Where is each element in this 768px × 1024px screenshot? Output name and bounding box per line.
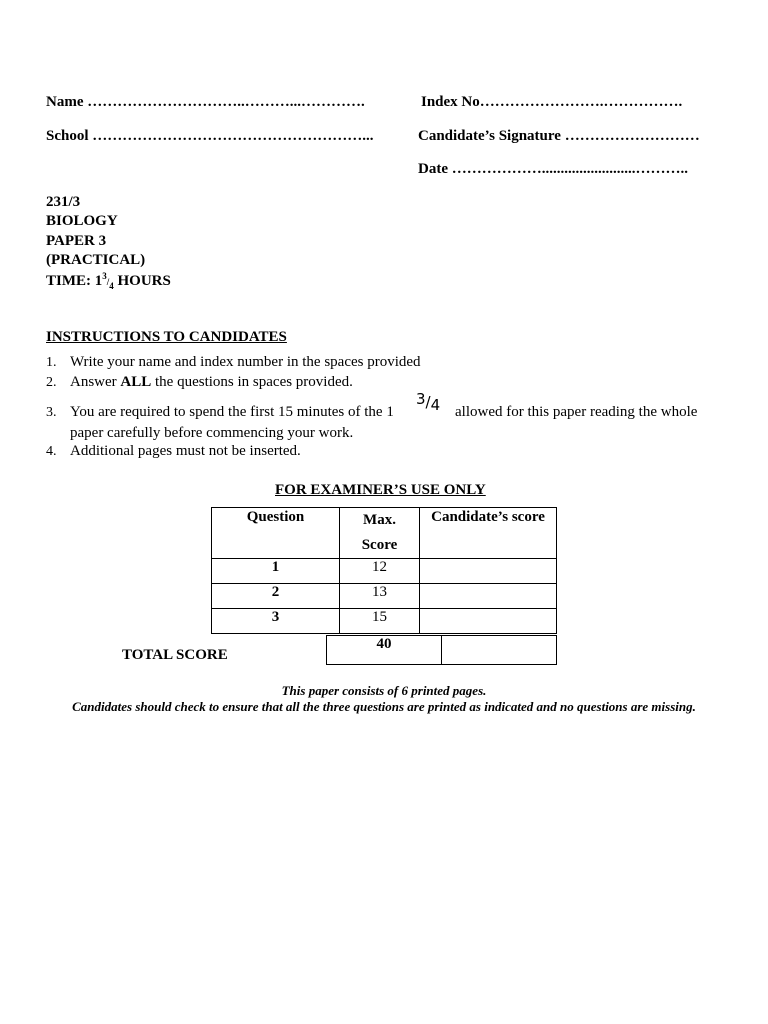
- examiner-score-table: [211, 507, 557, 634]
- table-row: [212, 609, 557, 634]
- total-max-value: 40: [376, 636, 392, 652]
- paper-time: TIME: $1^3/_4$ HOURS: [46, 271, 171, 291]
- paper-type: (PRACTICAL): [46, 252, 146, 268]
- instruction-number: 4.: [46, 444, 57, 459]
- examiner-table-title: FOR EXAMINER’S USE ONLY: [275, 482, 486, 498]
- max-score: 13: [340, 584, 420, 609]
- instruction-text: Additional pages must not be inserted.: [70, 443, 301, 459]
- subject: BIOLOGY: [46, 213, 118, 229]
- name-dots: …………………………..………...………….: [87, 94, 365, 110]
- table-row: [212, 584, 557, 609]
- question-number: 3: [212, 609, 340, 634]
- instruction-text: paper carefully before commencing your work.: [70, 425, 354, 441]
- signature-label: Candidate’s Signature: [418, 128, 561, 144]
- name-label: Name: [46, 94, 84, 110]
- instruction-text: allowed for this paper reading the whole: [455, 404, 698, 420]
- total-score-cell[interactable]: [441, 635, 557, 665]
- date-dots: ……………….........................………..: [451, 161, 688, 177]
- index-label: Index No: [421, 94, 480, 110]
- check-note: Candidates should check to ensure that all the three questions are printed as indicated and no questions are missing.: [72, 699, 696, 714]
- instruction-number: 2.: [46, 375, 57, 390]
- index-dots: …………………….…………….: [479, 94, 683, 110]
- header-candidate-score: Candidate’s score: [420, 508, 557, 559]
- table-row: [212, 559, 557, 584]
- candidate-score-cell[interactable]: [420, 584, 557, 609]
- paper-code: 231/3: [46, 194, 81, 210]
- paper-number: PAPER 3: [46, 233, 107, 249]
- max-score: 12: [340, 559, 420, 584]
- school-label: School: [46, 128, 89, 144]
- instruction-text: Answer ALL the questions in spaces provided.: [70, 374, 353, 390]
- header-question: Question: [212, 508, 340, 559]
- date-label: Date: [418, 161, 448, 177]
- instruction-number: 3.: [46, 405, 57, 420]
- question-number: 2: [212, 584, 340, 609]
- candidate-score-cell[interactable]: [420, 609, 557, 634]
- instruction-number: 1.: [46, 355, 57, 370]
- instruction-text: You are required to spend the first 15 minutes of the 1: [70, 404, 394, 420]
- question-number: 1: [212, 559, 340, 584]
- fraction-three-quarters: 3/4: [416, 390, 441, 414]
- max-score: 15: [340, 609, 420, 634]
- candidate-score-cell[interactable]: [420, 559, 557, 584]
- name-field: [46, 94, 365, 111]
- instruction-text: Write your name and index number in the spaces provided: [70, 354, 421, 370]
- signature-field: [418, 128, 700, 145]
- signature-dots: ………………………: [564, 128, 700, 144]
- header-max-score: Max. Score: [340, 508, 420, 559]
- table-header-row: [212, 508, 557, 559]
- date-field: [418, 161, 688, 178]
- school-dots: ………………………………………………...: [92, 128, 374, 144]
- total-max-cell: [326, 635, 442, 665]
- total-score-label: TOTAL SCORE: [122, 647, 228, 663]
- school-field: [46, 128, 374, 145]
- instructions-title: INSTRUCTIONS TO CANDIDATES: [46, 329, 287, 345]
- index-field: [421, 94, 682, 111]
- pages-note: This paper consists of 6 printed pages.: [281, 683, 487, 698]
